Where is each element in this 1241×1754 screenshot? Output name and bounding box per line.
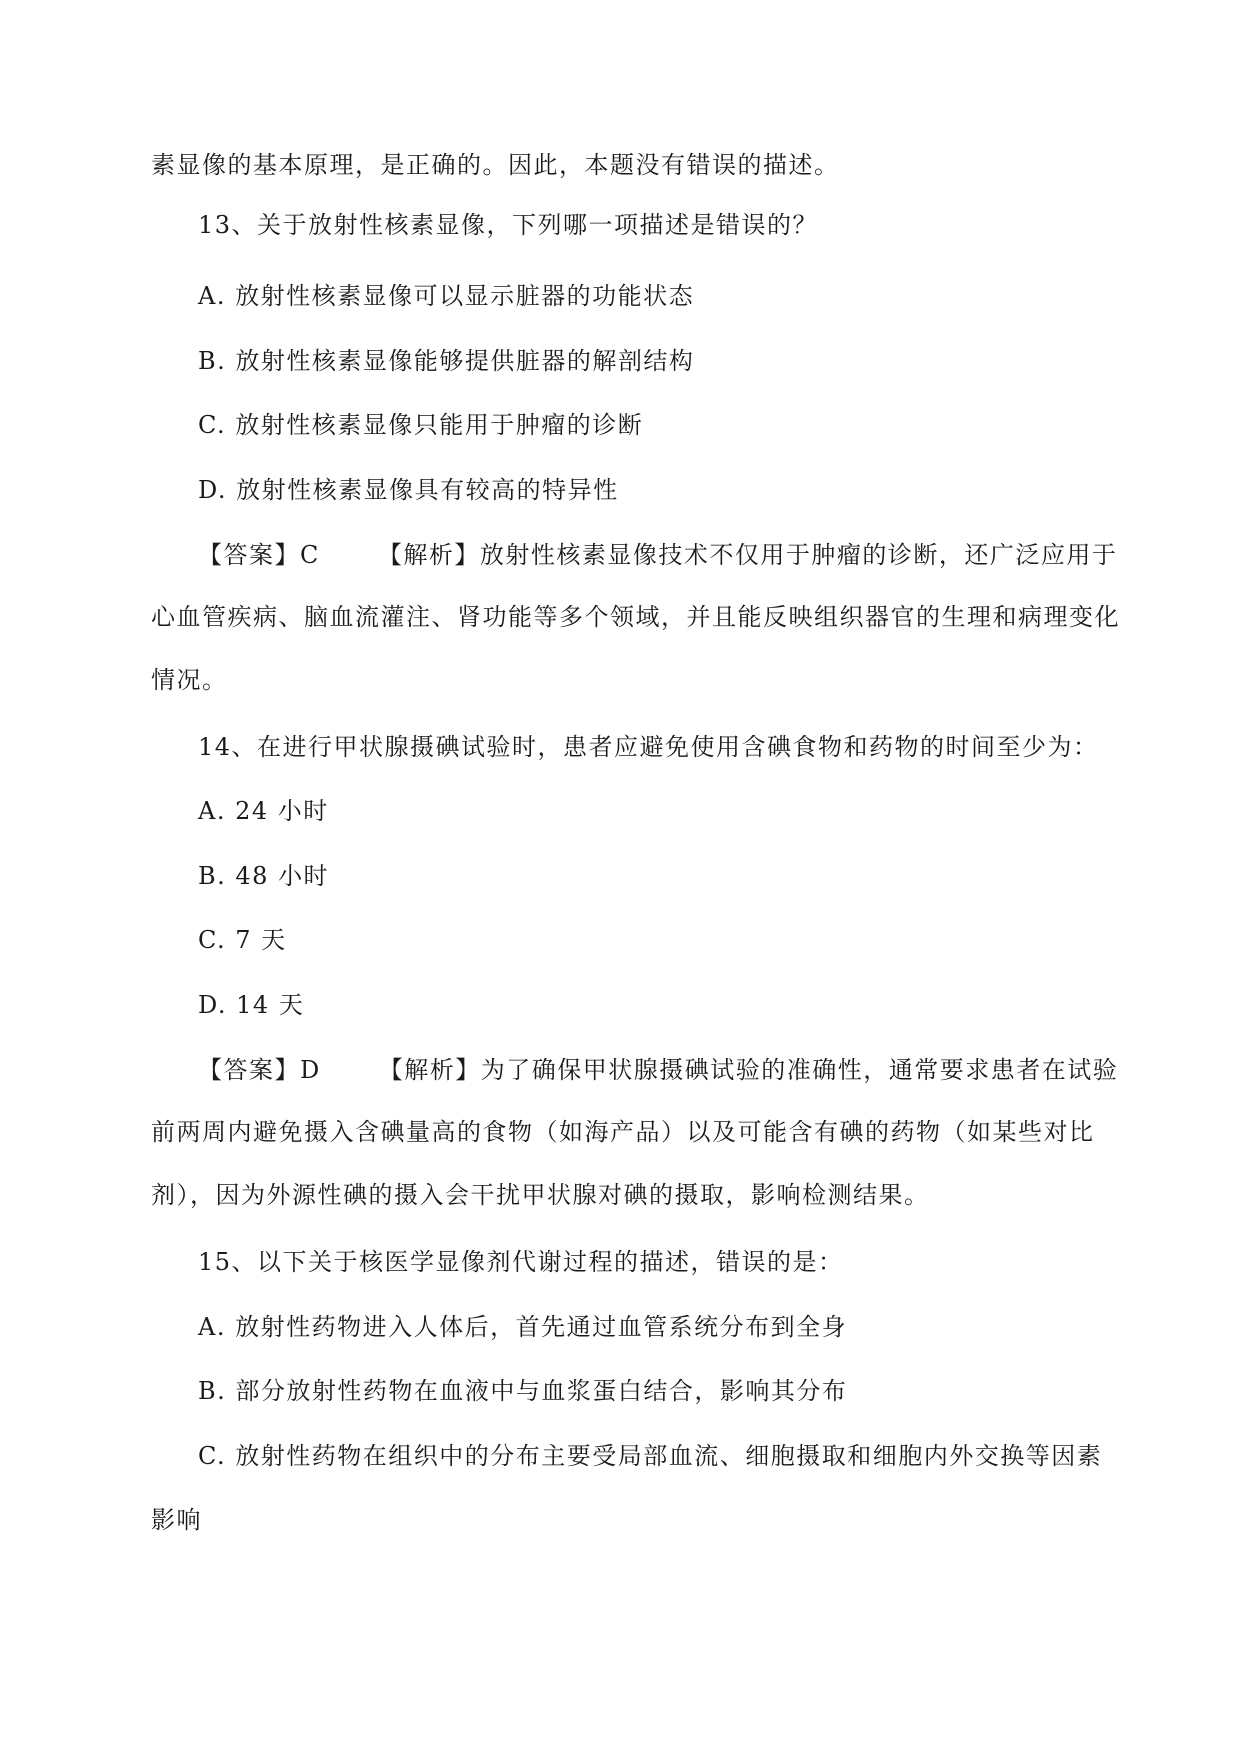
q15-option-b: B. 部分放射性药物在血液中与血浆蛋白结合，影响其分布 (198, 1377, 848, 1405)
q13-option-c: C. 放射性核素显像只能用于肿瘤的诊断 (198, 411, 644, 439)
q13-analysis-line-3: 情况。 (151, 666, 228, 694)
question-13: 13、关于放射性核素显像，下列哪一项描述是错误的？ (198, 211, 819, 239)
q14-analysis-line-2: 前两周内避免摄入含碘量高的食物（如海产品）以及可能含有碘的药物（如某些对比 (151, 1118, 1095, 1146)
q14-option-a: A. 24 小时 (198, 797, 329, 825)
question-15: 15、以下关于核医学显像剂代谢过程的描述，错误的是： (198, 1248, 844, 1276)
q14-option-c: C. 7 天 (198, 926, 287, 954)
q14-analysis-line-1: 【解析】为了确保甲状腺摄碘试验的准确性，通常要求患者在试验 (378, 1056, 1119, 1084)
q13-option-b: B. 放射性核素显像能够提供脏器的解剖结构 (198, 347, 695, 375)
q14-analysis-line-3: 剂），因为外源性碘的摄入会干扰甲状腺对碘的摄取，影响检测结果。 (151, 1181, 930, 1209)
intro-text: 素显像的基本原理，是正确的。因此，本题没有错误的描述。 (151, 151, 840, 179)
q13-analysis-line-1: 【解析】放射性核素显像技术不仅用于肿瘤的诊断，还广泛应用于 (377, 541, 1118, 569)
q14-answer: 【答案】D (198, 1056, 321, 1084)
q15-option-c: C. 放射性药物在组织中的分布主要受局部血流、细胞摄取和细胞内外交换等因素 (198, 1442, 1103, 1470)
question-14: 14、在进行甲状腺摄碘试验时，患者应避免使用含碘食物和药物的时间至少为： (198, 733, 1099, 761)
q14-option-b: B. 48 小时 (198, 862, 330, 890)
q13-answer: 【答案】C (198, 541, 320, 569)
q14-answer-row (198, 1055, 1118, 1085)
q13-analysis-line-2: 心血管疾病、脑血流灌注、肾功能等多个领域，并且能反映组织器官的生理和病理变化 (151, 603, 1120, 631)
q13-option-a: A. 放射性核素显像可以显示脏器的功能状态 (198, 282, 695, 310)
q13-answer-row (198, 540, 1117, 570)
q14-option-d: D. 14 天 (198, 991, 305, 1019)
q13-option-d: D. 放射性核素显像具有较高的特异性 (198, 476, 619, 504)
q15-option-a: A. 放射性药物进入人体后，首先通过血管系统分布到全身 (198, 1313, 848, 1341)
q15-option-c-continuation: 影响 (151, 1506, 202, 1534)
